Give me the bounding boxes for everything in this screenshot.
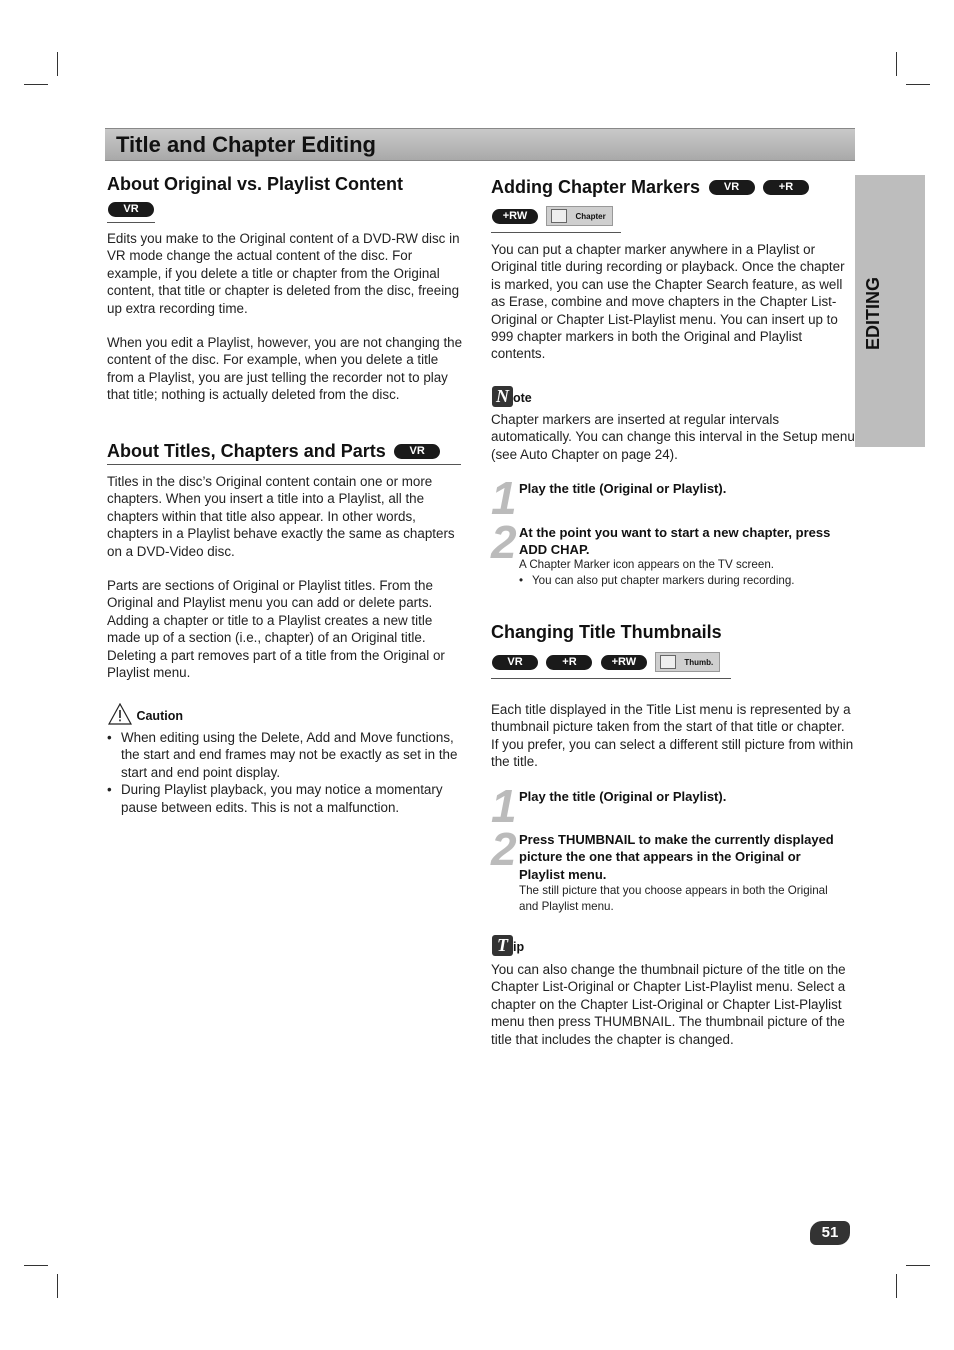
thumb-button (655, 652, 720, 672)
step-bullets (519, 573, 849, 589)
badge-plus-r: +R (546, 655, 592, 670)
step-number: 1 (491, 472, 517, 524)
step-number: 1 (491, 780, 517, 832)
step-number: 2 (491, 823, 517, 875)
note-icon: N (492, 386, 513, 407)
list-item: • You can also put chapter markers during recording. (519, 573, 849, 589)
paragraph: You can put a chapter marker anywhere in a Playlist or Original title during recording or playback. Once the chapter is marked, you can use the Chapter Search feature, as well as Erase, combine and move chapters in the Chapter List-Original or Chapter List-Playlist menu. You can insert up to 999 chapter markers in both the Original and Playlist contents. (491, 242, 845, 362)
thumb-button-label: Thumb. (684, 657, 714, 667)
warning-icon (108, 703, 132, 725)
tip-text: You can also change the thumbnail picture of the title on the Chapter List-Original or Chapter List-Playlist menu. Select a chapter on the Chapter List-Original or Chapter List-Playlist menu then press THUMBNAIL. The thumbnail picture of the title that includes the chapter is changed. (491, 962, 846, 1047)
step-text: At the point you want to start a new chapter, press ADD CHAP. (519, 525, 831, 558)
chapter-markers-badges-row (492, 206, 613, 226)
note-header (492, 386, 532, 407)
chapter-button (546, 206, 612, 226)
divider (491, 678, 731, 679)
step-subtext: A Chapter Marker icon appears on the TV screen. (519, 558, 774, 571)
divider (491, 232, 621, 233)
crop-mark (896, 1274, 897, 1298)
paragraph: Edits you make to the Original content of a DVD-RW disc in VR mode change the actual content of the disc. For example, if you delete a title or chapter from the Original content, that title or chapter is deleted from the disc, freeing up extra recording time. (107, 231, 460, 316)
side-tab-label: EDITING (863, 276, 883, 350)
page-title: Title and Chapter Editing (116, 132, 376, 157)
tip-label: ip (513, 940, 525, 954)
step-text: Play the title (Original or Playlist). (519, 789, 727, 804)
badge-vr: VR (394, 444, 440, 459)
paragraph: Parts are sections of Original or Playlist titles. From the Original and Playlist menu you can add or delete parts. Adding a chapter or title to a Playlist creates a new title made up of a section (i.e., chapter) of an Original title. Deleting a part removes part of a title from the Original or Playlist menu. (107, 578, 445, 681)
page-number: 51 (810, 1221, 850, 1245)
step-subtext: The still picture that you choose appears in both the Original and Playlist menu. (519, 884, 828, 914)
badge-vr: VR (108, 202, 154, 217)
tip-header (492, 935, 524, 956)
list-item: • During Playlist playback, you may notice a momentary pause between edits. This is not a malfunction. (107, 781, 467, 816)
caution-header (108, 703, 183, 725)
badge-plus-rw: +RW (601, 655, 647, 670)
step-text: Play the title (Original or Playlist). (519, 481, 727, 496)
note-label: ote (513, 391, 532, 405)
caution-label: Caution (136, 709, 183, 723)
paragraph: Titles in the disc’s Original content contain one or more chapters. When you insert a title into a Playlist, all the chapters within that title also appear. In other words, chapters in a Playlist behave exactly the same as chapters on a DVD-Video disc. (107, 474, 455, 559)
film-icon (551, 209, 567, 223)
crop-mark (57, 1274, 58, 1298)
paragraph: When you edit a Playlist, however, you are not changing the content of the disc. For example, when you delete a title from a Playlist, you are just telling the recorder not to play that title; nothing is actually deleted from the disc. (107, 335, 463, 403)
step-number: 2 (491, 516, 517, 568)
heading-thumbnails: Changing Title Thumbnails (491, 622, 722, 642)
badge-vr: VR (709, 180, 755, 195)
divider (107, 464, 461, 465)
heading-chapter-markers-row (491, 177, 809, 198)
badge-plus-rw: +RW (492, 209, 538, 224)
crop-mark (24, 84, 48, 85)
caution-list (107, 729, 467, 816)
crop-mark (24, 1265, 48, 1266)
title-bar (105, 128, 855, 161)
paragraph: Each title displayed in the Title List menu is represented by a thumbnail picture taken from the start of that title or chapter. If you prefer, you can select a different still picture from within the title. (491, 702, 854, 770)
crop-mark (896, 52, 897, 76)
crop-mark (906, 84, 930, 85)
side-tab (855, 175, 925, 447)
note-text: Chapter markers are inserted at regular intervals automatically. You can change this interval in the Setup menu (see Auto Chapter on page 24). (491, 412, 855, 462)
tip-icon: T (492, 935, 513, 956)
heading-chapter-markers: Adding Chapter Markers (491, 177, 701, 197)
badge-plus-r: +R (763, 180, 809, 195)
step-text: Press THUMBNAIL to make the currently displayed picture the one that appears in the Original or Playlist menu. (519, 832, 834, 882)
heading-titles-chapters-parts-row (107, 441, 440, 462)
crop-mark (906, 1265, 930, 1266)
heading-original-vs-playlist: About Original vs. Playlist Content (107, 174, 404, 194)
chapter-button-label: Chapter (575, 211, 606, 221)
crop-mark (57, 52, 58, 76)
thumbnails-badges-row (492, 652, 720, 672)
divider (107, 222, 155, 223)
camera-icon (660, 655, 676, 669)
badge-vr: VR (492, 655, 538, 670)
heading-titles-chapters-parts: About Titles, Chapters and Parts (107, 441, 386, 461)
list-item: • When editing using the Delete, Add and Move functions, the start and end frames may not be exactly as set in the start and end point display. (107, 729, 467, 781)
